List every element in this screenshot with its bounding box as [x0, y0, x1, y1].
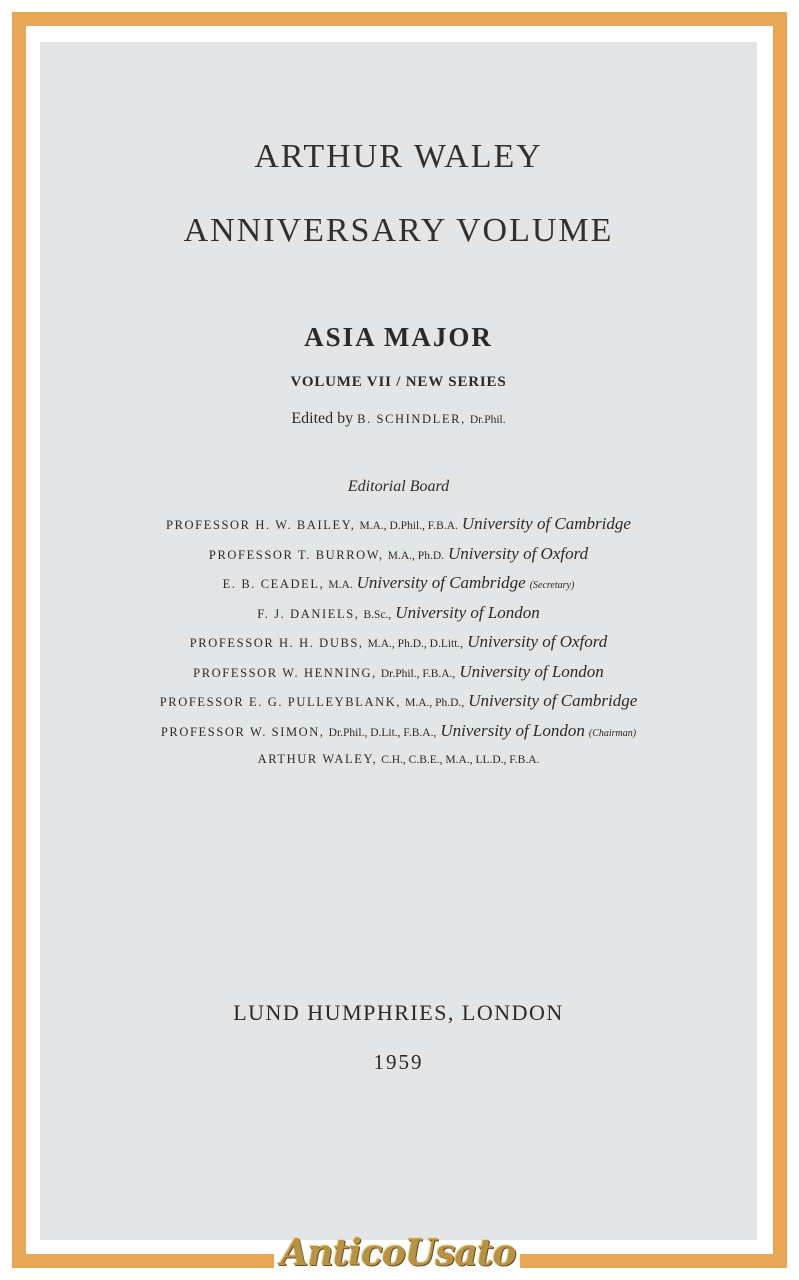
member-degrees: Dr.Phil., D.Lit., F.B.A., [328, 726, 437, 739]
board-member [40, 721, 757, 741]
title-line-1: ARTHUR WALEY [254, 138, 543, 175]
member-name: PROFESSOR T. BURROW, [208, 547, 384, 562]
member-note: (Secretary) [529, 580, 575, 591]
board-heading: Editorial Board [347, 478, 450, 495]
board-member [40, 750, 757, 768]
frame-bottom-left [12, 1254, 274, 1268]
member-degrees: B.Sc., [363, 608, 392, 621]
member-degrees: Dr.Phil., F.B.A., [380, 667, 456, 680]
board-member [40, 573, 757, 593]
member-name: F. J. DANIELS, [257, 606, 360, 621]
member-name: PROFESSOR W. SIMON, [160, 724, 325, 739]
member-degrees: M.A., Ph.D., D.Litt., [367, 638, 464, 650]
member-university: University of Oxford [467, 632, 608, 651]
board-member [40, 691, 757, 711]
member-university: University of London [395, 602, 540, 622]
publisher: LUND HUMPHRIES, LONDON [233, 1000, 564, 1025]
member-note: (Chairman) [588, 727, 637, 739]
member-name: E. B. CEADEL, [222, 577, 325, 591]
member-university: University of London [440, 720, 585, 740]
member-degrees: M.A. [328, 579, 353, 591]
board-member [40, 603, 757, 623]
board-member [40, 632, 757, 652]
anticousato-logo: AnticoUsato [280, 1232, 516, 1274]
member-university: University of Oxford [448, 543, 589, 563]
board-member [40, 662, 757, 682]
member-name: ARTHUR WALEY, [257, 752, 378, 766]
editor-degree: Dr.Phil. [469, 414, 506, 426]
member-university: University of Cambridge [461, 514, 631, 533]
member-degrees: M.A., D.Phil., F.B.A. [359, 520, 458, 532]
year: 1959 [373, 1050, 424, 1074]
member-name: PROFESSOR H. W. BAILEY, [166, 518, 356, 532]
member-university: University of Cambridge [356, 573, 526, 592]
title-page [40, 42, 757, 1240]
editor-name: B. SCHINDLER, [357, 412, 466, 426]
member-degrees: C.H., C.B.E., M.A., LL.D., F.B.A. [381, 754, 540, 766]
title-line-2: ANNIVERSARY VOLUME [183, 212, 614, 249]
member-degrees: M.A., Ph.D., [405, 697, 465, 709]
member-university: University of Cambridge [468, 691, 638, 710]
member-name: PROFESSOR H. H. DUBS, [189, 636, 364, 650]
member-degrees: M.A., Ph.D. [387, 549, 445, 562]
volume-line: VOLUME VII / NEW SERIES [290, 374, 507, 390]
edited-prefix: Edited by [291, 410, 354, 427]
journal-title: ASIA MAJOR [304, 322, 493, 352]
member-university: University of London [459, 661, 604, 681]
member-name: PROFESSOR E. G. PULLEYBLANK, [159, 695, 402, 709]
board-member [40, 514, 757, 534]
member-name: PROFESSOR W. HENNING, [193, 665, 377, 680]
frame-bottom-right [520, 1254, 787, 1268]
board-member [40, 544, 757, 564]
edited-by [40, 410, 757, 428]
